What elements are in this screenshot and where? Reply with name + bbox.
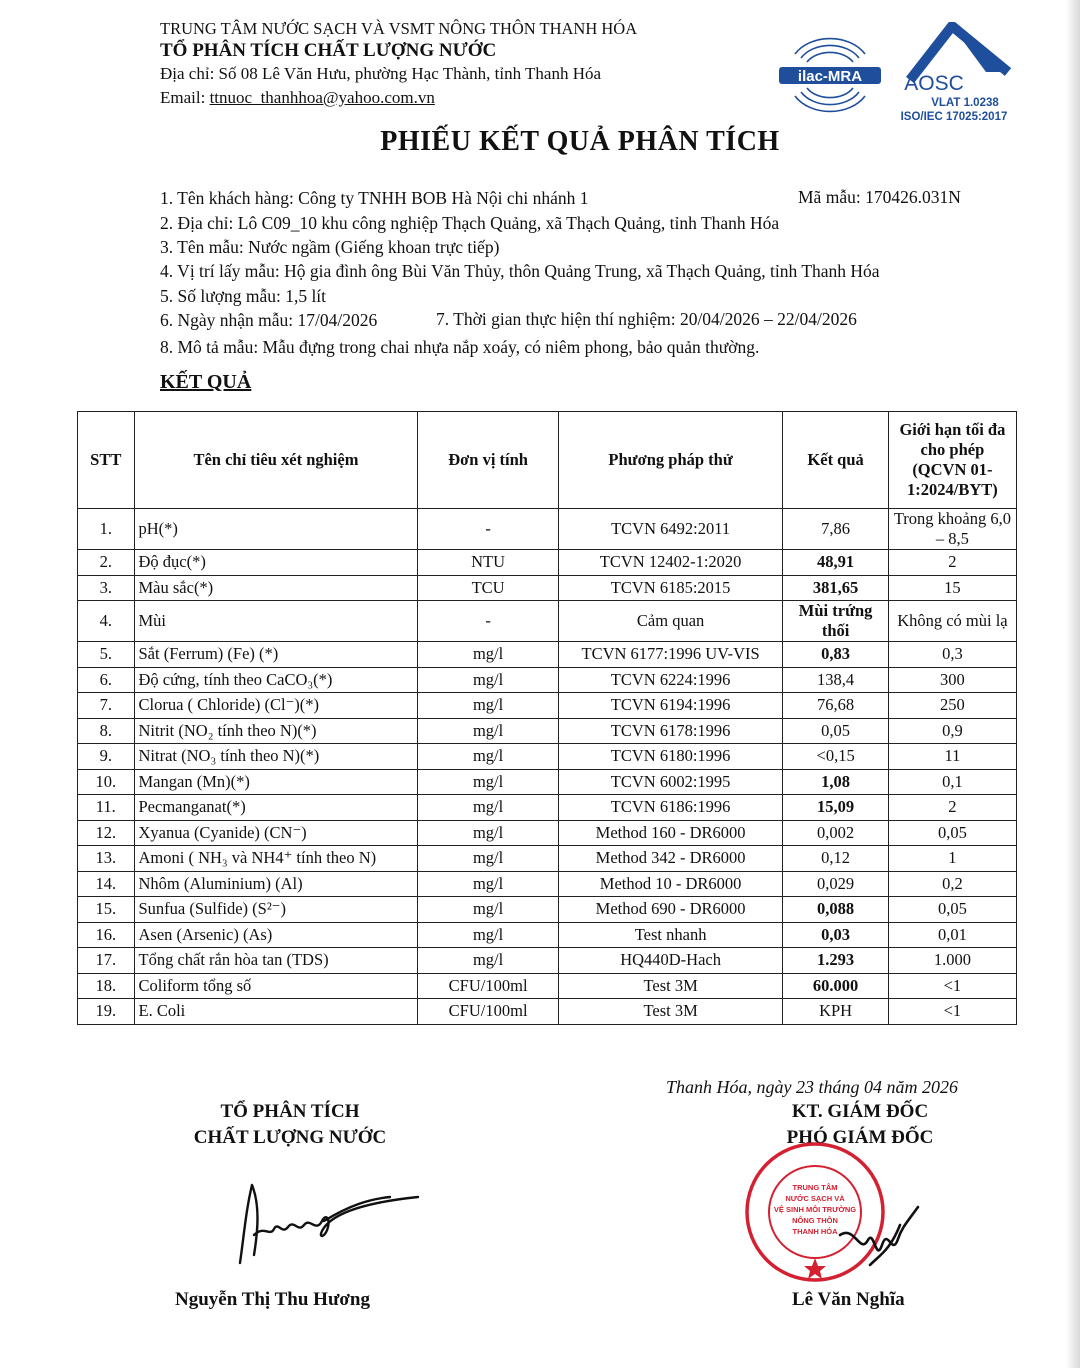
cell-result: 1.293 [783, 948, 888, 974]
info-quantity: 5. Số lượng mẫu: 1,5 lít [160, 286, 327, 306]
email-label: Email: [160, 88, 210, 107]
svg-text:THANH HÓA: THANH HÓA [792, 1227, 838, 1236]
cell-result: 381,65 [783, 575, 888, 601]
cell-unit: mg/l [418, 693, 558, 719]
cell-test-name: pH(*) [134, 509, 418, 550]
cell-test-name: Mùi [134, 601, 418, 642]
aosc-logo [890, 22, 1025, 128]
left-handwritten-signature [230, 1175, 420, 1270]
right-signatory-name: Lê Văn Nghĩa [792, 1289, 905, 1310]
cell-result: 0,029 [783, 871, 888, 897]
cell-limit: <1 [888, 999, 1016, 1025]
cell-stt: 2. [78, 550, 135, 576]
cell-unit: mg/l [418, 897, 558, 923]
cell-test-name: Nhôm (Aluminium) (Al) [134, 871, 418, 897]
cell-result: <0,15 [783, 744, 888, 770]
cell-limit: <1 [888, 973, 1016, 999]
svg-text:VỆ SINH MÔI TRƯỜNG: VỆ SINH MÔI TRƯỜNG [773, 1205, 857, 1214]
cell-stt: 4. [78, 601, 135, 642]
cell-test-name: Độ đục(*) [134, 550, 418, 576]
cell-method: Test 3M [558, 999, 783, 1025]
table-row [78, 509, 1017, 550]
cell-result: 48,91 [783, 550, 888, 576]
cell-method: Cảm quan [558, 601, 783, 642]
cell-method: Method 342 - DR6000 [558, 846, 783, 872]
info-customer: 1. Tên khách hàng: Công ty TNHH BOB Hà Nội chi nhánh 1 [160, 188, 589, 208]
cell-result: 1,08 [783, 769, 888, 795]
results-table [77, 411, 1017, 1025]
table-row [78, 601, 1017, 642]
col-header-method: Phương pháp thử [558, 412, 783, 509]
info-test-time: 7. Thời gian thực hiện thí nghiệm: 20/04/2026 – 22/04/2026 [436, 309, 857, 329]
aosc-iso-text: ISO/IEC 17025:2017 [900, 111, 1008, 123]
right-signatory-title-1: KT. GIÁM ĐỐC [791, 1101, 929, 1122]
cell-stt: 18. [78, 973, 135, 999]
cell-result: 76,68 [783, 693, 888, 719]
cell-stt: 12. [78, 820, 135, 846]
cell-test-name: Amoni ( NH₃ và NH4⁺ tính theo N) [134, 846, 418, 872]
cell-test-name: Độ cứng, tính theo CaCO₃(*) [134, 667, 418, 693]
org-email-line [160, 87, 435, 109]
aosc-code-text: VLAT 1.0238 [931, 97, 999, 109]
info-location: 4. Vị trí lấy mẫu: Hộ gia đình ông Bùi Văn Thủy, thôn Quảng Trung, xã Thạch Quảng, tỉnh Thanh Hóa [160, 261, 880, 281]
cell-test-name: Màu sắc(*) [134, 575, 418, 601]
left-signatory-title-2: CHẤT LƯỢNG NƯỚC [193, 1127, 387, 1148]
results-header-row [78, 412, 1017, 509]
ilac-mra-logo [775, 24, 885, 130]
cell-stt: 17. [78, 948, 135, 974]
cell-limit: 11 [888, 744, 1016, 770]
table-row [78, 999, 1017, 1025]
cell-limit: 0,9 [888, 718, 1016, 744]
table-row [78, 718, 1017, 744]
cell-stt: 9. [78, 744, 135, 770]
table-row [78, 871, 1017, 897]
info-received-date: 6. Ngày nhận mẫu: 17/04/2026 [160, 310, 378, 330]
cell-result: 0,12 [783, 846, 888, 872]
col-header-name: Tên chỉ tiêu xét nghiệm [134, 412, 418, 509]
cell-result: 0,002 [783, 820, 888, 846]
cell-method: TCVN 6002:1995 [558, 769, 783, 795]
cell-stt: 13. [78, 846, 135, 872]
cell-result: 0,03 [783, 922, 888, 948]
cell-result: 138,4 [783, 667, 888, 693]
cell-test-name: Nitrat (NO₃ tính theo N)(*) [134, 744, 418, 770]
cell-limit: Trong khoảng 6,0 – 8,5 [888, 509, 1016, 550]
cell-limit: 0,1 [888, 769, 1016, 795]
cell-method: TCVN 6194:1996 [558, 693, 783, 719]
cell-result: Mùi trứng thối [783, 601, 888, 642]
cell-limit: 1.000 [888, 948, 1016, 974]
cell-limit: 250 [888, 693, 1016, 719]
table-row [78, 744, 1017, 770]
cell-stt: 14. [78, 871, 135, 897]
cell-stt: 1. [78, 509, 135, 550]
table-row [78, 846, 1017, 872]
cell-stt: 15. [78, 897, 135, 923]
table-row [78, 667, 1017, 693]
cell-test-name: Clorua ( Chloride) (Cl⁻)(*) [134, 693, 418, 719]
cell-unit: mg/l [418, 948, 558, 974]
cell-unit: mg/l [418, 846, 558, 872]
cell-limit: Không có mùi lạ [888, 601, 1016, 642]
cell-test-name: Pecmanganat(*) [134, 795, 418, 821]
cell-method: Test nhanh [558, 922, 783, 948]
cell-unit: CFU/100ml [418, 973, 558, 999]
cell-test-name: Sắt (Ferrum) (Fe) (*) [134, 642, 418, 668]
right-signatory-title-2: PHÓ GIÁM ĐỐC [786, 1127, 934, 1148]
cell-stt: 7. [78, 693, 135, 719]
cell-limit: 0,2 [888, 871, 1016, 897]
cell-stt: 8. [78, 718, 135, 744]
results-body [78, 509, 1017, 1025]
svg-text:NƯỚC SẠCH VÀ: NƯỚC SẠCH VÀ [785, 1194, 845, 1203]
cell-method: HQ440D-Hach [558, 948, 783, 974]
cell-method: TCVN 6186:1996 [558, 795, 783, 821]
cell-test-name: E. Coli [134, 999, 418, 1025]
cell-result: KPH [783, 999, 888, 1025]
cell-method: TCVN 6492:2011 [558, 509, 783, 550]
org-line-1: TRUNG TÂM NƯỚC SẠCH VÀ VSMT NÔNG THÔN THANH HÓA [160, 19, 638, 38]
cell-unit: mg/l [418, 667, 558, 693]
cell-stt: 19. [78, 999, 135, 1025]
table-row [78, 973, 1017, 999]
cell-method: Method 160 - DR6000 [558, 820, 783, 846]
cell-result: 0,088 [783, 897, 888, 923]
table-row [78, 693, 1017, 719]
info-sample-name: 3. Tên mẫu: Nước ngầm (Giếng khoan trực tiếp) [160, 237, 500, 257]
org-address: Địa chỉ: Số 08 Lê Văn Hưu, phường Hạc Thành, tỉnh Thanh Hóa [160, 64, 602, 83]
cell-result: 0,05 [783, 718, 888, 744]
cell-unit: mg/l [418, 820, 558, 846]
col-header-result: Kết quả [783, 412, 888, 509]
cell-stt: 10. [78, 769, 135, 795]
cell-stt: 5. [78, 642, 135, 668]
info-sample-code: Mã mẫu: 170426.031N [798, 187, 961, 207]
document-title: PHIẾU KẾT QUẢ PHÂN TÍCH [380, 126, 780, 157]
cell-limit: 0,3 [888, 642, 1016, 668]
cell-method: Method 690 - DR6000 [558, 897, 783, 923]
cell-limit: 15 [888, 575, 1016, 601]
cell-unit: mg/l [418, 769, 558, 795]
cell-method: Test 3M [558, 973, 783, 999]
table-row [78, 795, 1017, 821]
col-header-stt: STT [78, 412, 135, 509]
cell-unit: CFU/100ml [418, 999, 558, 1025]
cell-method: TCVN 6178:1996 [558, 718, 783, 744]
cell-unit: mg/l [418, 718, 558, 744]
issue-date: Thanh Hóa, ngày 23 tháng 04 năm 2026 [666, 1077, 958, 1097]
cell-unit: - [418, 601, 558, 642]
left-signatory-block [180, 1099, 400, 1151]
table-row [78, 948, 1017, 974]
col-header-limit: Giới hạn tối đa cho phép (QCVN 01-1:2024/BYT) [888, 412, 1016, 509]
right-handwritten-signature [830, 1185, 920, 1275]
cell-limit: 0,01 [888, 922, 1016, 948]
aosc-logo-text: AOSC [904, 72, 964, 95]
cell-limit: 0,05 [888, 897, 1016, 923]
org-line-2: TỔ PHÂN TÍCH CHẤT LƯỢNG NƯỚC [160, 40, 497, 61]
cell-unit: mg/l [418, 744, 558, 770]
cell-stt: 6. [78, 667, 135, 693]
email-link[interactable]: ttnuoc_thanhhoa@yahoo.com.vn [209, 88, 435, 107]
cell-result: 15,09 [783, 795, 888, 821]
cell-result: 60.000 [783, 973, 888, 999]
cell-stt: 11. [78, 795, 135, 821]
table-row [78, 575, 1017, 601]
cell-result: 0,83 [783, 642, 888, 668]
info-description: 8. Mô tả mẫu: Mẫu đựng trong chai nhựa nắp xoáy, có niêm phong, bảo quản thường. [160, 337, 760, 357]
info-address: 2. Địa chỉ: Lô C09_10 khu công nghiệp Thạch Quảng, xã Thạch Quảng, tỉnh Thanh Hóa [160, 213, 780, 233]
cell-limit: 2 [888, 550, 1016, 576]
cell-stt: 16. [78, 922, 135, 948]
cell-test-name: Xyanua (Cyanide) (CN⁻) [134, 820, 418, 846]
cell-test-name: Sunfua (Sulfide) (S²⁻) [134, 897, 418, 923]
cell-unit: mg/l [418, 922, 558, 948]
cell-limit: 2 [888, 795, 1016, 821]
cell-test-name: Mangan (Mn)(*) [134, 769, 418, 795]
cell-limit: 300 [888, 667, 1016, 693]
left-signatory-name: Nguyễn Thị Thu Hương [175, 1289, 370, 1310]
cell-method: TCVN 12402-1:2020 [558, 550, 783, 576]
cell-method: TCVN 6224:1996 [558, 667, 783, 693]
cell-unit: mg/l [418, 795, 558, 821]
cell-test-name: Tổng chất rắn hòa tan (TDS) [134, 948, 418, 974]
cell-stt: 3. [78, 575, 135, 601]
page-edge-shadow [1066, 0, 1080, 1368]
cell-limit: 1 [888, 846, 1016, 872]
ilac-logo-text: ilac-MRA [797, 68, 863, 85]
cell-unit: - [418, 509, 558, 550]
table-row [78, 769, 1017, 795]
cell-unit: TCU [418, 575, 558, 601]
cell-test-name: Asen (Arsenic) (As) [134, 922, 418, 948]
left-signatory-title-1: TỔ PHÂN TÍCH [220, 1101, 360, 1122]
results-heading: KẾT QUẢ [160, 371, 252, 393]
cell-test-name: Coliform tổng số [134, 973, 418, 999]
cell-unit: mg/l [418, 642, 558, 668]
cell-method: TCVN 6180:1996 [558, 744, 783, 770]
cell-result: 7,86 [783, 509, 888, 550]
cell-method: TCVN 6185:2015 [558, 575, 783, 601]
table-row [78, 922, 1017, 948]
table-row [78, 820, 1017, 846]
table-row [78, 550, 1017, 576]
table-row [78, 897, 1017, 923]
cell-unit: mg/l [418, 871, 558, 897]
svg-text:TRUNG TÂM: TRUNG TÂM [792, 1183, 838, 1192]
col-header-unit: Đơn vị tính [418, 412, 558, 509]
cell-test-name: Nitrit (NO₂ tính theo N)(*) [134, 718, 418, 744]
cell-unit: NTU [418, 550, 558, 576]
cell-method: TCVN 6177:1996 UV-VIS [558, 642, 783, 668]
cell-limit: 0,05 [888, 820, 1016, 846]
svg-text:NÔNG THÔN: NÔNG THÔN [792, 1216, 838, 1225]
cell-method: Method 10 - DR6000 [558, 871, 783, 897]
table-row [78, 642, 1017, 668]
